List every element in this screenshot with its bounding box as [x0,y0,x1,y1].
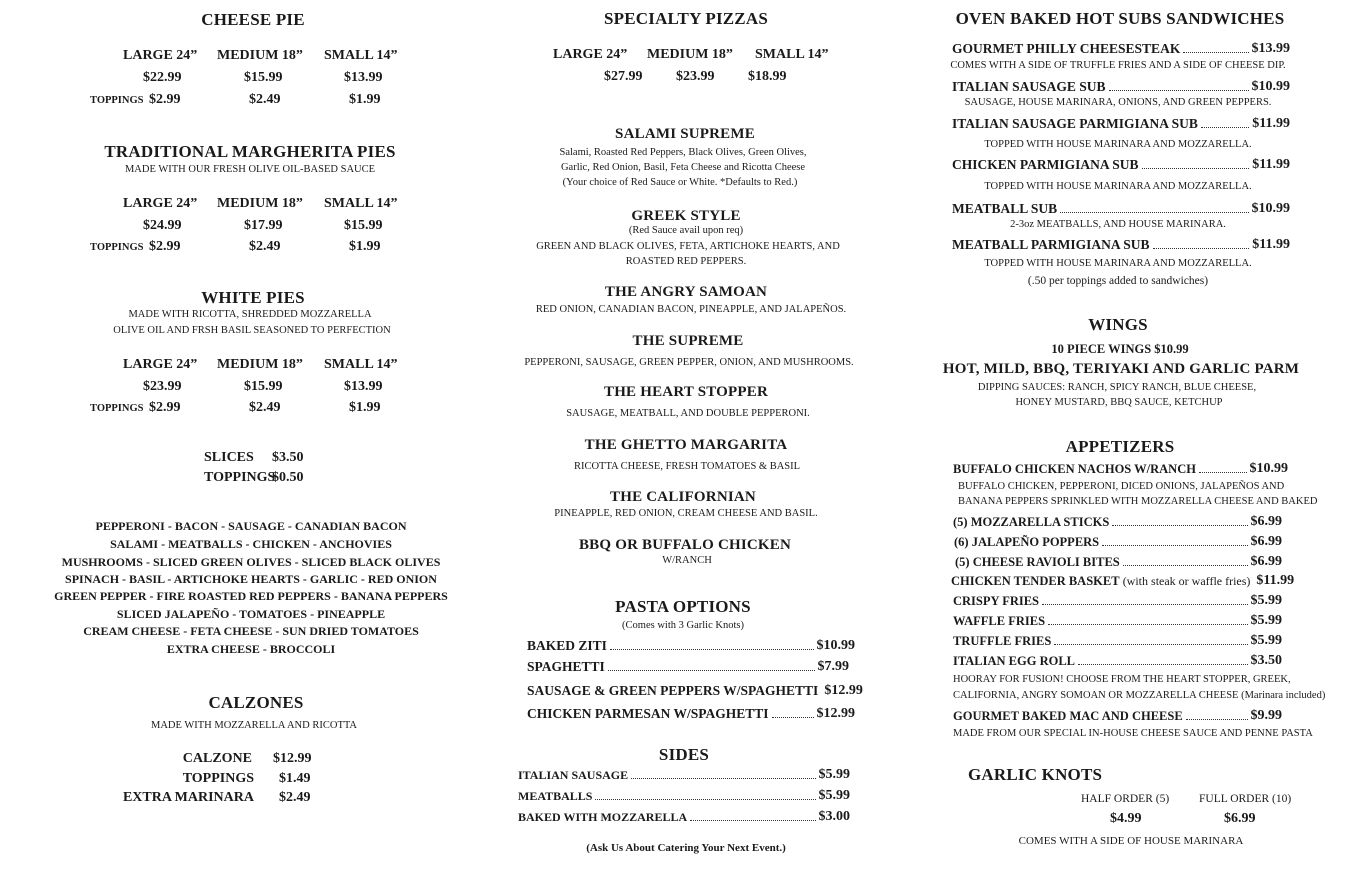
price: $13.99 [344,70,383,85]
item-price: $6.99 [1250,554,1282,569]
wings-flavors: HOT, MILD, BBQ, TERIYAKI AND GARLIC PARM [942,361,1300,377]
pizza-desc: RICOTTA CHEESE, FRESH TOMATOES & BASIL [573,461,801,472]
item-name: MEATBALL PARMIGIANA SUB [952,237,1150,252]
pizza-desc: Garlic, Red Onion, Basil, Feta Cheese and Ricotta Cheese [560,162,806,173]
item-price: $3.50 [1250,653,1282,668]
dot-leader [1060,212,1248,213]
toppings-label: TOPPINGS [90,95,144,106]
calzone-item: CALZONE [182,751,252,766]
item-name: MEATBALL SUB [952,201,1058,216]
price: $2.99 [149,400,181,415]
calzone-item: EXTRA MARINARA [122,790,254,805]
sub-item [952,201,1290,217]
pizza-desc: (Red Sauce avail upon req) [628,225,744,236]
pasta-item [527,659,849,675]
item-name: TRUFFLE FRIES [953,634,1052,648]
section-subtitle: MADE WITH OUR FRESH OLIVE OIL-BASED SAUCE [124,164,376,175]
pizza-desc: GREEN AND BLACK OLIVES, FETA, ARTICHOKE HEARTS, AND [536,241,840,252]
size-label: LARGE 24” [123,48,198,63]
pizza-desc: PINEAPPLE, RED ONION, CREAM CHEESE AND BASIL. [554,508,818,519]
item-name: BAKED ZITI [527,638,607,653]
appetizer-item [953,461,1288,477]
pizza-name: THE GHETTO MARGARITA [584,437,788,453]
size-label: MEDIUM 18” [217,48,303,63]
item-name: (5) CHEESE RAVIOLI BITES [955,555,1120,569]
sub-desc: 2-3oz MEATBALLS, AND HOUSE MARINARA. [1010,219,1226,230]
catering-note: (Ask Us About Catering Your Next Event.) [586,842,786,854]
price: $0.50 [272,470,304,485]
price: $1.99 [349,92,381,107]
item-name: GOURMET BAKED MAC AND CHEESE [953,709,1183,723]
item-price: $5.99 [1250,613,1282,628]
section-title-wings: WINGS [1088,315,1148,334]
dot-leader [1123,565,1248,566]
dot-leader [631,778,815,779]
price: $15.99 [244,379,283,394]
price: $15.99 [244,70,283,85]
price: $2.99 [149,239,181,254]
price: $2.49 [249,400,281,415]
dot-leader [1112,525,1247,526]
item-name: CHICKEN TENDER BASKET [951,574,1120,588]
size-label: LARGE 24” [123,196,198,211]
sub-item [952,41,1290,57]
appetizer-item [953,514,1282,530]
toppings-list-line: MUSHROOMS - SLICED GREEN OLIVES - SLICED BLACK OLIVES [61,555,441,569]
item-price: $12.99 [816,706,855,721]
toppings-list-line: CREAM CHEESE - FETA CHEESE - SUN DRIED TOMATOES [83,624,419,638]
appetizer-item [954,534,1282,550]
appetizer-item [953,633,1282,649]
price: $2.49 [249,239,281,254]
dot-leader [1142,168,1250,169]
item-price: $7.99 [817,659,849,674]
dot-leader [1102,545,1247,546]
appetizer-desc: BANANA PEPPERS SPRINKLED WITH MOZZARELLA CHEESE AND BAKED [958,496,1318,507]
sub-desc: TOPPED WITH HOUSE MARINARA AND MOZZARELLA. [984,181,1252,192]
side-item [518,767,850,783]
pizza-desc: Salami, Roasted Red Peppers, Black Olives, Green Olives, [559,147,807,158]
pizza-desc: (Your choice of Red Sauce or White. *Defaults to Red.) [562,177,798,188]
price: $2.49 [279,790,311,805]
toppings-list-line: GREEN PEPPER - FIRE ROASTED RED PEPPERS - BANANA PEPPERS [54,589,448,603]
section-title-appetizers: APPETIZERS [1065,437,1175,456]
item-price: $12.99 [824,683,863,698]
toppings-label: TOPPINGS [204,470,276,485]
toppings-list-line: EXTRA CHEESE - BROCCOLI [166,642,336,656]
size-label: MEDIUM 18” [217,357,303,372]
price: $23.99 [143,379,182,394]
item-price: $6.99 [1250,534,1282,549]
item-price: $3.00 [818,809,850,824]
price: $23.99 [676,69,715,84]
appetizer-item [955,554,1282,570]
sub-desc: SAUSAGE, HOUSE MARINARA, ONIONS, AND GREEN PEPPERS. [964,97,1272,108]
dot-leader [690,820,815,821]
dot-leader [772,717,814,718]
size-label: MEDIUM 18” [217,196,303,211]
item-price: $11.99 [1252,237,1290,252]
item-price: $5.99 [1250,593,1282,608]
dot-leader [1199,472,1247,473]
pasta-item [527,638,855,654]
price: $13.99 [344,379,383,394]
price: $3.50 [272,450,304,465]
item-name: CRISPY FRIES [953,594,1040,608]
item-price: $10.99 [1251,201,1290,216]
price: $2.49 [249,92,281,107]
price: $6.99 [1224,811,1256,826]
side-item [518,788,850,804]
subs-note: (.50 per toppings added to sandwiches) [1027,275,1209,287]
calzone-item: TOPPINGS [182,771,254,786]
price: $4.99 [1110,811,1142,826]
item-name: ITALIAN SAUSAGE SUB [952,79,1106,94]
half-order-label: HALF ORDER (5) [1081,793,1170,805]
pizza-name: THE CALIFORNIAN [610,489,756,505]
appetizer-item [951,573,1295,589]
sub-desc: TOPPED WITH HOUSE MARINARA AND MOZZARELLA. [984,258,1252,269]
price: $24.99 [143,218,182,233]
section-title-calzones: CALZONES [208,693,304,712]
wings-sauces: DIPPING SAUCES: RANCH, SPICY RANCH, BLUE CHEESE, [977,382,1257,393]
item-price: $5.99 [1250,633,1282,648]
section-title-cheese-pie: CHEESE PIE [201,10,305,29]
appetizer-desc: MADE FROM OUR SPECIAL IN-HOUSE CHEESE SAUCE AND PENNE PASTA [953,728,1313,739]
appetizer-item [953,708,1282,724]
full-order-label: FULL ORDER (10) [1199,793,1292,805]
dot-leader [1183,52,1248,53]
item-price: $9.99 [1250,708,1282,723]
price: $2.99 [149,92,181,107]
price: $18.99 [748,69,787,84]
item-price: $11.99 [1256,573,1295,588]
section-title-margherita: TRADITIONAL MARGHERITA PIES [104,142,396,161]
toppings-label: TOPPINGS [90,403,144,414]
dot-leader [608,670,815,671]
dot-leader [1186,719,1248,720]
dot-leader [1153,248,1250,249]
dot-leader [1109,90,1249,91]
item-note: (with steak or waffle fries) [1122,574,1251,588]
item-name: SPAGHETTI [527,659,605,674]
dot-leader [610,649,814,650]
item-name: BUFFALO CHICKEN NACHOS W/RANCH [953,462,1196,476]
item-name: BAKED WITH MOZZARELLA [518,810,688,824]
appetizer-item [953,593,1282,609]
size-label: LARGE 24” [553,47,628,62]
garlic-knots-note: COMES WITH A SIDE OF HOUSE MARINARA [1018,835,1244,847]
sub-item [952,157,1290,173]
pizza-name: SALAMI SUPREME [615,126,755,142]
item-name: CHICKEN PARMIGIANA SUB [952,157,1139,172]
size-label: LARGE 24” [123,357,198,372]
item-name: MEATBALLS [518,789,593,803]
pizza-desc: PEPPERONI, SAUSAGE, GREEN PEPPER, ONION, AND MUSHROOMS. [524,357,854,368]
dot-leader [1048,624,1247,625]
toppings-label: TOPPINGS [90,242,144,253]
item-price: $10.99 [816,638,855,653]
section-subtitle: (Comes with 3 Garlic Knots) [622,620,744,631]
sub-item [952,237,1290,253]
appetizer-desc: BUFFALO CHICKEN, PEPPERONI, DICED ONIONS, JALAPEÑOS AND [958,481,1285,492]
dot-leader [1078,664,1247,665]
pizza-name: BBQ OR BUFFALO CHICKEN [578,537,792,553]
toppings-list-line: PEPPERONI - BACON - SAUSAGE - CANADIAN BACON [95,519,407,533]
side-item [518,809,850,825]
item-price: $11.99 [1252,157,1290,172]
sub-desc: COMES WITH A SIDE OF TRUFFLE FRIES AND A SIDE OF CHEESE DIP. [950,60,1286,71]
item-price: $10.99 [1251,79,1290,94]
appetizer-item [953,613,1282,629]
item-name: ITALIAN SAUSAGE PARMIGIANA SUB [952,116,1198,131]
size-label: MEDIUM 18” [647,47,733,62]
item-name: CHICKEN PARMESAN W/SPAGHETTI [527,706,769,721]
price: $15.99 [344,218,383,233]
pizza-desc: SAUSAGE, MEATBALL, AND DOUBLE PEPPERONI. [566,408,810,419]
toppings-list-line: SLICED JALAPEÑO - TOMATOES - PINEAPPLE [116,607,386,621]
price: $1.49 [279,771,311,786]
price: $27.99 [604,69,643,84]
pizza-name: THE ANGRY SAMOAN [604,284,768,300]
section-title-subs: OVEN BAKED HOT SUBS SANDWICHES [955,9,1285,28]
item-name: WAFFLE FRIES [953,614,1046,628]
pizza-desc: W/RANCH [662,555,712,566]
size-label: SMALL 14” [324,357,398,372]
item-name: (5) MOZZARELLA STICKS [953,515,1110,529]
price: $17.99 [244,218,283,233]
price: $1.99 [349,400,381,415]
sub-item [952,116,1290,132]
sub-desc: TOPPED WITH HOUSE MARINARA AND MOZZARELLA. [984,139,1252,150]
item-price: $6.99 [1250,514,1282,529]
item-price: $10.99 [1249,461,1288,476]
item-name: ITALIAN EGG ROLL [953,654,1076,668]
price: $22.99 [143,70,182,85]
appetizer-desc: HOORAY FOR FUSION! CHOOSE FROM THE HEART STOPPER, GREEK, [953,674,1291,685]
section-subtitle: MADE WITH RICOTTA, SHREDDED MOZZARELLA [128,309,372,320]
item-name: SAUSAGE & GREEN PEPPERS W/SPAGHETTI [527,683,819,698]
section-title-sides: SIDES [658,745,710,764]
dot-leader [1054,644,1247,645]
item-price: $13.99 [1251,41,1290,56]
section-subtitle: MADE WITH MOZZARELLA AND RICOTTA [150,720,358,731]
pizza-name: GREEK STYLE [631,208,741,224]
item-name: ITALIAN SAUSAGE [518,768,629,782]
pizza-desc: RED ONION, CANADIAN BACON, PINEAPPLE, AND JALAPEÑOS. [535,304,847,315]
slices-label: SLICES [204,450,254,465]
size-label: SMALL 14” [324,196,398,211]
price: $12.99 [273,751,312,766]
item-name: GOURMET PHILLY CHEESESTEAK [952,41,1181,56]
price: $1.99 [349,239,381,254]
pizza-name: THE HEART STOPPER [603,384,769,400]
section-title-white-pies: WHITE PIES [201,288,305,307]
sub-item [952,79,1290,95]
section-title-pasta: PASTA OPTIONS [615,597,751,616]
pasta-item [527,706,855,722]
wings-price-line: 10 PIECE WINGS $10.99 [1051,342,1189,356]
toppings-list-line: SALAMI - MEATBALLS - CHICKEN - ANCHOVIES [110,537,392,551]
toppings-list-line: SPINACH - BASIL - ARTICHOKE HEARTS - GARLIC - RED ONION [65,572,437,586]
item-name: (6) JALAPEÑO POPPERS [954,535,1100,549]
size-label: SMALL 14” [755,47,829,62]
dot-leader [595,799,815,800]
size-label: SMALL 14” [324,48,398,63]
pizza-desc: ROASTED RED PEPPERS. [625,256,747,267]
dot-leader [1042,604,1247,605]
item-price: $11.99 [1252,116,1290,131]
pasta-item [527,683,863,699]
item-price: $5.99 [818,788,850,803]
dot-leader [1201,127,1249,128]
appetizer-desc: CALIFORNIA, ANGRY SOMOAN OR MOZZARELLA CHEESE (Marinara included) [953,690,1326,701]
appetizer-item [953,653,1282,669]
section-subtitle: OLIVE OIL AND FRSH BASIL SEASONED TO PERFECTION [113,325,391,336]
pizza-name: THE SUPREME [632,333,744,349]
section-title-garlic-knots: GARLIC KNOTS [968,765,1103,784]
section-title-specialty-pizzas: SPECIALTY PIZZAS [604,9,768,28]
wings-sauces: HONEY MUSTARD, BBQ SAUCE, KETCHUP [1015,397,1223,408]
item-price: $5.99 [818,767,850,782]
